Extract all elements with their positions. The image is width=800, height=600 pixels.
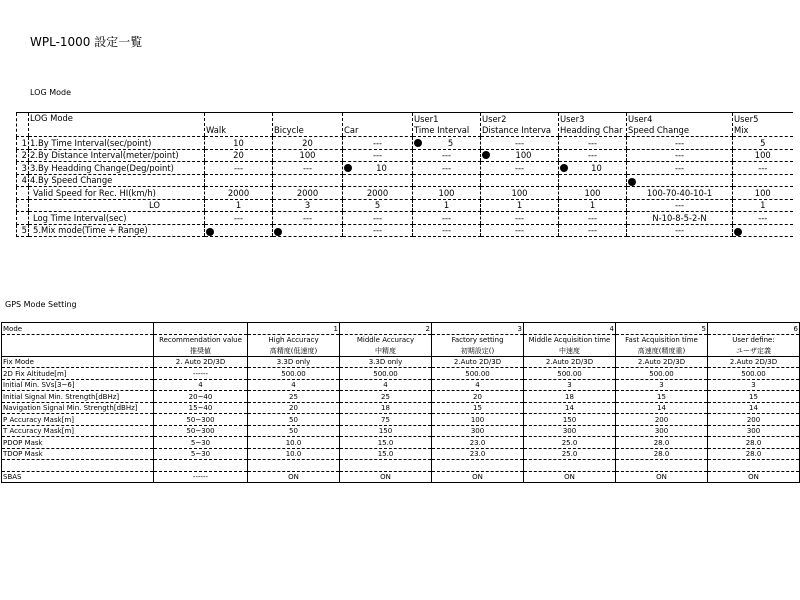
log-cell <box>205 137 273 150</box>
gps-cell: ON <box>340 471 432 483</box>
log-cell-value: --- <box>441 225 452 235</box>
gps-header-jp-row <box>2 345 800 356</box>
gps-row-label: T Accuracy Mask[m] <box>2 425 154 437</box>
log-cell-value: 1 <box>516 200 523 210</box>
gps-row-label <box>2 460 154 472</box>
log-mode-header: Bicycle <box>273 113 343 137</box>
log-cell <box>481 174 559 187</box>
log-cell-value: 2000 <box>366 187 389 198</box>
log-cell <box>559 174 627 187</box>
gps-cell: 300 <box>708 425 800 437</box>
gps-cell <box>524 460 616 472</box>
log-section-title: LOG Mode <box>30 88 72 97</box>
gps-column-title: Middle Accuracy <box>340 334 432 345</box>
log-cell <box>205 224 273 237</box>
log-cell-value: 100 <box>299 150 316 160</box>
gps-cell: 500.00 <box>248 368 340 380</box>
gps-mode-number <box>154 323 248 335</box>
gps-row-label: TDOP Mask <box>2 448 154 460</box>
gps-cell: 25.0 <box>524 437 616 449</box>
log-row <box>17 212 793 225</box>
page-title: WPL-1000 設定一覧 <box>30 35 143 49</box>
log-header-corner <box>17 113 29 137</box>
log-mode-header: User5 Mix <box>733 113 793 137</box>
gps-cell: 50 <box>248 414 340 426</box>
log-cell <box>273 137 343 150</box>
gps-cell: ON <box>432 471 524 483</box>
log-cell-value: 20 <box>302 137 313 148</box>
gps-cell: 3 <box>616 379 708 391</box>
log-cell-value: 20 <box>233 150 244 160</box>
log-cell-value: 100 <box>754 187 771 198</box>
log-cell-value: --- <box>674 137 685 148</box>
log-cell <box>343 137 413 150</box>
gps-row <box>2 425 800 437</box>
gps-cell: 25.0 <box>524 448 616 460</box>
log-cell <box>343 162 413 175</box>
log-cell-value: 2000 <box>227 187 250 198</box>
log-cell <box>733 137 793 150</box>
gps-row <box>2 402 800 414</box>
gps-cell: 2.Auto 2D/3D <box>524 356 616 368</box>
log-row-number: 2 <box>17 149 29 162</box>
log-cell <box>733 162 793 175</box>
log-cell-value: --- <box>441 212 452 223</box>
gps-cell: 15.0 <box>340 448 432 460</box>
log-cell <box>627 224 733 237</box>
log-cell <box>273 212 343 225</box>
log-mode-header: User2 Distance Interva <box>481 113 559 137</box>
log-cell <box>273 187 343 200</box>
gps-cell: 28.0 <box>708 437 800 449</box>
log-cell <box>413 212 481 225</box>
log-cell <box>481 137 559 150</box>
gps-cell: 14 <box>616 402 708 414</box>
log-cell-value: --- <box>233 212 244 223</box>
log-row <box>17 224 793 237</box>
gps-cell: 300 <box>524 425 616 437</box>
gps-column-subtitle: 高速度(精度重) <box>616 345 708 356</box>
gps-row <box>2 391 800 403</box>
log-cell <box>273 149 343 162</box>
gps-cell: 3.3D only <box>340 356 432 368</box>
log-cell-value: --- <box>674 200 685 210</box>
log-cell-value: 1 <box>235 200 242 210</box>
log-cell-value: 10 <box>376 162 387 173</box>
gps-cell: 3.3D only <box>248 356 340 368</box>
gps-cell <box>616 460 708 472</box>
log-cell <box>343 187 413 200</box>
gps-mode-row <box>2 323 800 335</box>
log-row <box>17 149 793 162</box>
gps-cell: 23.0 <box>432 448 524 460</box>
gps-mode-number: 3 <box>432 323 524 335</box>
log-cell-value: 100 <box>584 187 601 198</box>
gps-cell: ON <box>524 471 616 483</box>
gps-row <box>2 460 800 472</box>
gps-cell: 5~30 <box>154 437 248 449</box>
log-cell-value: 2000 <box>296 187 319 198</box>
gps-cell: 15~40 <box>154 402 248 414</box>
log-cell <box>481 162 559 175</box>
log-row-label: Valid Speed for Rec. HI(km/h) <box>29 187 205 200</box>
gps-column-title: Factory setting <box>432 334 524 345</box>
log-cell-value: 1 <box>443 200 450 210</box>
log-cell-value: --- <box>587 150 598 160</box>
log-cell-value: 5 <box>374 200 381 210</box>
gps-cell: 14 <box>524 402 616 414</box>
gps-cell: 50~300 <box>154 414 248 426</box>
gps-cell: 3 <box>708 379 800 391</box>
log-cell-value: --- <box>514 225 525 235</box>
gps-mode-number: 6 <box>708 323 800 335</box>
gps-cell <box>708 460 800 472</box>
log-cell-value: --- <box>372 212 383 223</box>
gps-column-title: Recommendation value <box>154 334 248 345</box>
gps-cell <box>432 460 524 472</box>
log-cell <box>205 187 273 200</box>
gps-column-subtitle: 中速度 <box>524 345 616 356</box>
gps-row-label: P Accuracy Mask[m] <box>2 414 154 426</box>
log-cell <box>481 199 559 212</box>
log-cell <box>481 187 559 200</box>
log-cell <box>627 212 733 225</box>
log-cell-value: 5 <box>760 137 766 148</box>
selected-dot-icon <box>734 228 742 236</box>
gps-cell: 100 <box>432 414 524 426</box>
log-row-label: 4.By Speed Change <box>29 174 205 187</box>
gps-cell: ON <box>708 471 800 483</box>
log-cell-value: --- <box>674 162 685 173</box>
gps-row-label: Initial Signal Min. Strength[dBHz] <box>2 391 154 403</box>
log-cell-value: --- <box>587 137 598 148</box>
gps-header-en-row <box>2 334 800 345</box>
gps-cell: 28.0 <box>708 448 800 460</box>
gps-column-title: High Accuracy <box>248 334 340 345</box>
gps-cell: 4 <box>154 379 248 391</box>
log-cell-value: --- <box>302 162 313 173</box>
gps-cell: 200 <box>616 414 708 426</box>
log-cell-value: --- <box>674 150 685 160</box>
log-mode-table <box>16 112 793 237</box>
log-cell <box>413 162 481 175</box>
log-cell-value: --- <box>514 162 525 173</box>
selected-dot-icon <box>274 228 282 236</box>
log-mode-header: User3 Headding Char <box>559 113 627 137</box>
log-cell-value: --- <box>441 150 452 160</box>
gps-mode-number: 1 <box>248 323 340 335</box>
gps-cell: 14 <box>708 402 800 414</box>
gps-cell: 15 <box>616 391 708 403</box>
gps-cell: 15.0 <box>340 437 432 449</box>
log-cell <box>559 199 627 212</box>
log-row-number: 3 <box>17 162 29 175</box>
log-cell <box>481 224 559 237</box>
log-cell-value: --- <box>372 225 383 235</box>
selected-dot-icon <box>560 164 568 172</box>
log-row-number <box>17 199 29 212</box>
gps-row-label: SBAS <box>2 471 154 483</box>
log-cell <box>627 149 733 162</box>
log-cell <box>559 162 627 175</box>
gps-section-title: GPS Mode Setting <box>5 300 77 309</box>
log-cell-value: 5 <box>447 137 454 148</box>
log-cell-value: --- <box>514 212 525 223</box>
gps-cell: 3 <box>524 379 616 391</box>
gps-row-label: 2D Fix Altitude[m] <box>2 368 154 380</box>
gps-row <box>2 368 800 380</box>
gps-row-label: Fix Mode <box>2 356 154 368</box>
selected-dot-icon <box>482 151 490 159</box>
log-cell-value: 100-70-40-10-1 <box>646 187 713 198</box>
log-row-label: 3.By Headding Change(Deg/point) <box>29 162 205 175</box>
gps-cell: 23.0 <box>432 437 524 449</box>
selected-dot-icon <box>414 139 422 147</box>
log-cell-value: 100 <box>515 150 532 160</box>
gps-cell: ON <box>616 471 708 483</box>
log-cell-value: 1 <box>589 200 596 210</box>
gps-cell: 500.00 <box>708 368 800 380</box>
log-mode-header: User1 Time Interval <box>413 113 481 137</box>
gps-cell: 150 <box>524 414 616 426</box>
log-cell <box>273 224 343 237</box>
log-row-label: 5.Mix mode(Time + Range) <box>29 224 205 237</box>
gps-cell: 15 <box>708 391 800 403</box>
gps-row <box>2 437 800 449</box>
log-row <box>17 137 793 150</box>
gps-cell: 2.Auto 2D/3D <box>616 356 708 368</box>
gps-cell: 75 <box>340 414 432 426</box>
log-cell <box>413 187 481 200</box>
log-cell <box>205 212 273 225</box>
gps-cell: 18 <box>524 391 616 403</box>
gps-cell: ------ <box>154 471 248 483</box>
gps-row <box>2 448 800 460</box>
log-header-row <box>17 113 793 137</box>
log-cell <box>733 199 793 212</box>
log-cell <box>343 224 413 237</box>
log-cell <box>559 212 627 225</box>
gps-cell: 50 <box>248 425 340 437</box>
gps-cell <box>248 460 340 472</box>
log-cell-value: --- <box>372 137 383 148</box>
gps-row <box>2 356 800 368</box>
gps-cell: 28.0 <box>616 448 708 460</box>
gps-row-label: PDOP Mask <box>2 437 154 449</box>
gps-row <box>2 471 800 483</box>
log-cell <box>733 174 793 187</box>
log-mode-header: Walk <box>205 113 273 137</box>
log-row-label: 1.By Time Interval(sec/point) <box>29 137 205 150</box>
log-cell <box>205 174 273 187</box>
log-cell-value: 100 <box>438 187 455 198</box>
log-cell <box>413 149 481 162</box>
gps-cell: 50~300 <box>154 425 248 437</box>
gps-column-subtitle: 中精度 <box>340 345 432 356</box>
log-row <box>17 199 793 212</box>
gps-cell: 200 <box>708 414 800 426</box>
gps-mode-number: 2 <box>340 323 432 335</box>
log-cell <box>273 174 343 187</box>
gps-row <box>2 414 800 426</box>
log-cell-value: --- <box>441 162 452 173</box>
selected-dot-icon <box>344 164 352 172</box>
log-cell <box>627 162 733 175</box>
gps-mode-table <box>1 322 800 483</box>
gps-cell: 28.0 <box>616 437 708 449</box>
log-cell <box>273 162 343 175</box>
gps-mode-number: 5 <box>616 323 708 335</box>
gps-cell: 5~30 <box>154 448 248 460</box>
gps-cell: 20 <box>248 402 340 414</box>
gps-cell: 4 <box>248 379 340 391</box>
log-cell-value: --- <box>758 212 768 223</box>
log-mode-header: User4 Speed Change <box>627 113 733 137</box>
gps-cell: 10.0 <box>248 448 340 460</box>
log-cell <box>559 137 627 150</box>
gps-cell: ------ <box>154 368 248 380</box>
log-cell <box>413 174 481 187</box>
log-cell <box>413 199 481 212</box>
log-header-label: LOG Mode <box>29 113 205 137</box>
gps-column-title: Middle Acquisition time <box>524 334 616 345</box>
gps-cell: 300 <box>616 425 708 437</box>
log-mode-header: Car <box>343 113 413 137</box>
gps-column-subtitle: 初期設定() <box>432 345 524 356</box>
gps-cell: 25 <box>248 391 340 403</box>
gps-column-title: User define: <box>708 334 800 345</box>
gps-cell: 10.0 <box>248 437 340 449</box>
gps-cell <box>340 460 432 472</box>
log-cell <box>205 162 273 175</box>
log-cell <box>733 149 793 162</box>
gps-cell: ON <box>248 471 340 483</box>
gps-cell: 2.Auto 2D/3D <box>708 356 800 368</box>
log-cell-value: --- <box>372 150 383 160</box>
gps-column-title: Fast Acquisition time <box>616 334 708 345</box>
gps-cell: 20~40 <box>154 391 248 403</box>
selected-dot-icon <box>206 228 214 236</box>
gps-cell: 2. Auto 2D/3D <box>154 356 248 368</box>
gps-cell: 300 <box>432 425 524 437</box>
log-row <box>17 187 793 200</box>
gps-cell: 4 <box>432 379 524 391</box>
log-cell-value: --- <box>587 212 598 223</box>
log-row <box>17 162 793 175</box>
log-row-number <box>17 187 29 200</box>
gps-column-subtitle: ユーザ定義 <box>708 345 800 356</box>
gps-cell: 25 <box>340 391 432 403</box>
gps-cell: 500.00 <box>616 368 708 380</box>
log-row-number: 1 <box>17 137 29 150</box>
gps-column-subtitle: 推奨値 <box>154 345 248 356</box>
log-row-number <box>17 212 29 225</box>
gps-cell: 500.00 <box>524 368 616 380</box>
log-cell <box>559 224 627 237</box>
gps-cell: 15 <box>432 402 524 414</box>
selected-dot-icon <box>628 178 636 186</box>
log-row <box>17 174 793 187</box>
log-cell <box>481 212 559 225</box>
log-cell <box>627 137 733 150</box>
log-cell-value: --- <box>233 162 244 173</box>
log-cell <box>733 187 793 200</box>
gps-row-label: Initial Min. SVs[3~6] <box>2 379 154 391</box>
log-row-number: 4 <box>17 174 29 187</box>
log-cell <box>343 199 413 212</box>
log-cell-value: 10 <box>591 162 602 173</box>
gps-cell: 4 <box>340 379 432 391</box>
gps-blank-cell <box>2 334 154 345</box>
log-cell-value: 10 <box>233 137 244 148</box>
gps-cell: 18 <box>340 402 432 414</box>
log-cell <box>733 224 793 237</box>
log-cell-value: --- <box>587 225 598 235</box>
log-cell <box>343 149 413 162</box>
log-cell <box>627 199 733 212</box>
log-cell <box>733 212 793 225</box>
log-cell <box>343 174 413 187</box>
log-cell <box>559 187 627 200</box>
gps-mode-label: Mode <box>2 323 154 335</box>
log-cell <box>413 137 481 150</box>
log-cell <box>343 212 413 225</box>
log-cell-value: 1 <box>760 200 766 210</box>
log-row-label: 2.By Distance Interval(meter/point) <box>29 149 205 162</box>
gps-row-label: Navigation Signal Min. Strength[dBHz] <box>2 402 154 414</box>
log-cell-value: 3 <box>304 200 311 210</box>
log-cell-value: --- <box>674 225 685 235</box>
gps-mode-number: 4 <box>524 323 616 335</box>
log-row-label: LO <box>29 199 205 212</box>
gps-column-subtitle: 高精度(低速度) <box>248 345 340 356</box>
log-cell-value: 100 <box>754 150 771 160</box>
log-cell-value: 100 <box>511 187 528 198</box>
gps-cell <box>154 460 248 472</box>
log-cell-value: --- <box>302 212 313 223</box>
log-cell-value: --- <box>514 137 525 148</box>
log-row-number: 5 <box>17 224 29 237</box>
log-row-label: Log Time Interval(sec) <box>29 212 205 225</box>
log-cell <box>481 149 559 162</box>
gps-row <box>2 379 800 391</box>
gps-cell: 500.00 <box>432 368 524 380</box>
log-cell <box>413 224 481 237</box>
log-cell <box>627 174 733 187</box>
gps-cell: 20 <box>432 391 524 403</box>
log-cell <box>273 199 343 212</box>
log-cell-value: N-10-8-5-2-N <box>652 212 707 223</box>
log-cell <box>205 199 273 212</box>
log-cell <box>205 149 273 162</box>
gps-cell: 2.Auto 2D/3D <box>432 356 524 368</box>
gps-cell: 150 <box>340 425 432 437</box>
log-cell-value: --- <box>758 162 768 173</box>
log-cell <box>627 187 733 200</box>
gps-blank-cell <box>2 345 154 356</box>
gps-cell: 500.00 <box>340 368 432 380</box>
log-cell <box>559 149 627 162</box>
